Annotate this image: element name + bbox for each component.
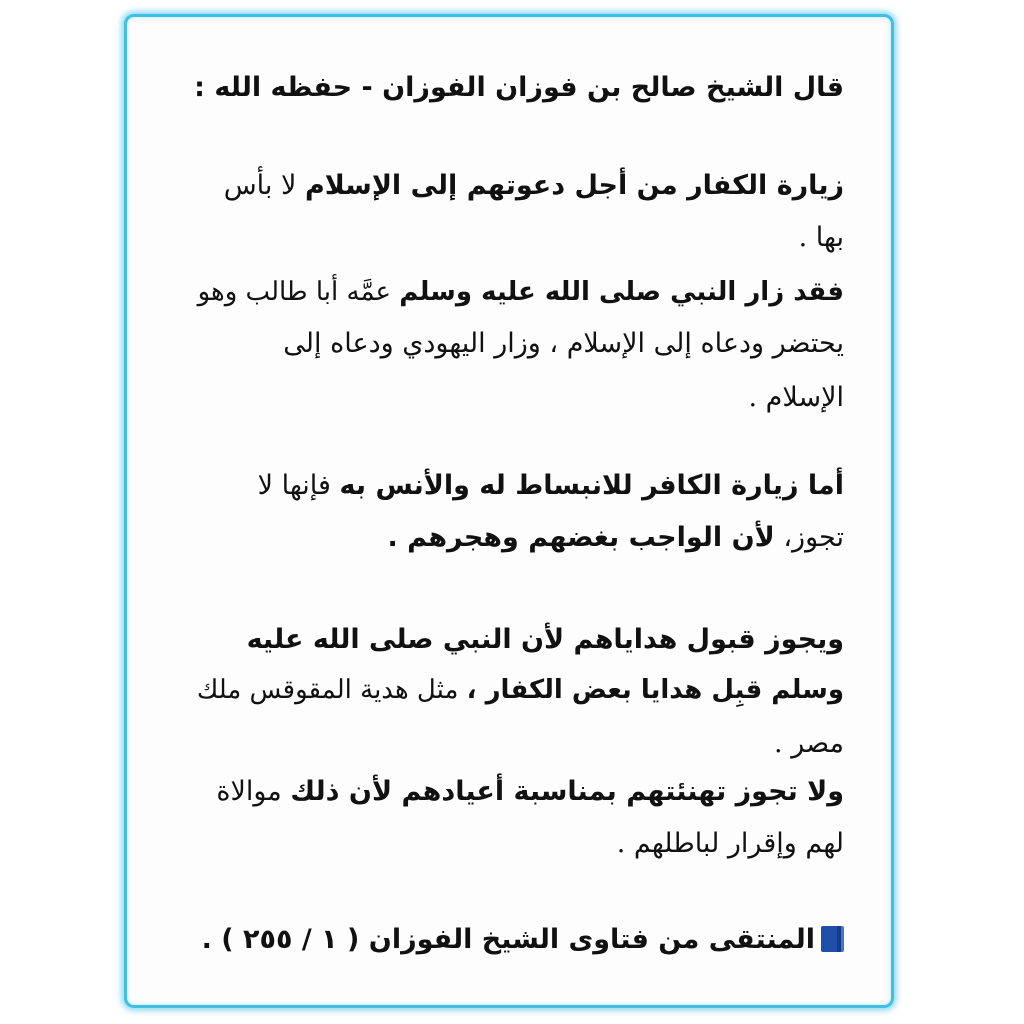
paragraph-2-line-3: الإسلام . [748, 382, 844, 413]
paragraph-2-line-1 [198, 268, 844, 316]
paragraph-3-line-2 [387, 514, 844, 562]
p2-line1-tail: عمَّه أبا طالب وهو [197, 277, 392, 307]
heading: قال الشيخ صالح بن فوزان الفوزان - حفظه الله : [194, 72, 844, 103]
paragraph-4-line-1: ويجوز قبول هداياهم لأن النبي صلى الله عليه [246, 624, 844, 655]
paragraph-5-line-1 [216, 768, 844, 816]
blue-book-icon [821, 926, 844, 952]
paragraph-2-line-2: يحتضر ودعاه إلى الإسلام ، وزار اليهودي ودعاه إلى [283, 328, 844, 359]
p5-line1-bold: ولا تجوز تهنئتهم بمناسبة أعيادهم لأن ذلك [290, 776, 844, 807]
source-citation [202, 916, 844, 964]
p5-line1-tail: موالاة [216, 776, 282, 807]
paragraph-1-line-1 [224, 162, 844, 210]
p2-line1-bold: فقد زار النبي صلى الله عليه وسلم [399, 277, 844, 307]
p3-line1-tail: فإنها لا [257, 470, 331, 501]
p3-line1-bold: أما زيارة الكافر للانبساط له والأنس به [339, 470, 844, 501]
p3-line2-bold: لأن الواجب بغضهم وهجرهم . [387, 522, 775, 553]
paragraph-3-line-1 [258, 462, 844, 510]
p3-line2-head: تجوز، [783, 522, 844, 553]
source-text: المنتقى من فتاوى الشيخ الفوزان ( ١ / ٢٥٥ ) . [201, 924, 815, 955]
paragraph-4-line-3: مصر . [774, 728, 844, 759]
paragraph-4-line-2 [197, 666, 844, 714]
paragraph-5-line-2: لهم وإقرار لباطلهم . [616, 828, 844, 859]
p1-line1-bold: زيارة الكفار من أجل دعوتهم إلى الإسلام [304, 170, 844, 201]
p1-line1-tail: لا بأس [223, 170, 297, 201]
p4-line2-bold: وسلم قبِل هدايا بعض الكفار ، [466, 675, 844, 705]
p4-line2-tail: مثل هدية المقوقس ملك [196, 675, 459, 705]
paragraph-1-line-2: بها . [798, 222, 844, 253]
